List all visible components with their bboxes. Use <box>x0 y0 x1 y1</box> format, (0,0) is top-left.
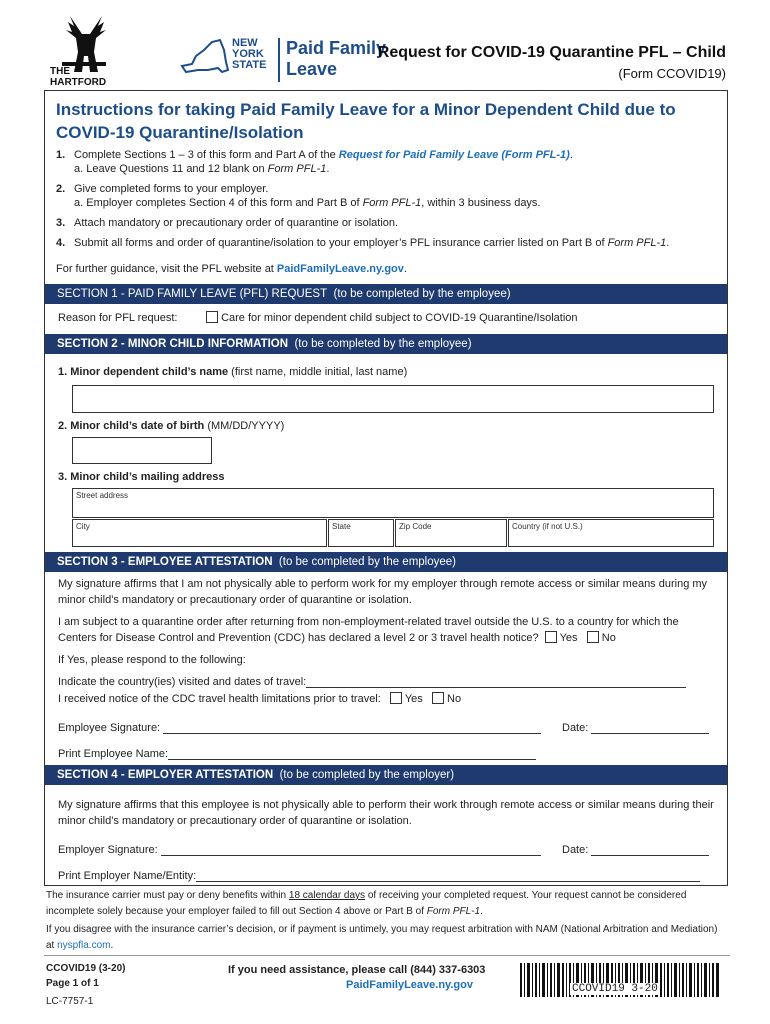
carrier-notice-post: . <box>480 906 483 917</box>
employee-print-name-row <box>58 748 536 760</box>
child-name-label-rest: (first name, middle initial, last name) <box>228 366 408 378</box>
countries-label: Indicate the country(ies) visited and dates of travel: <box>58 676 307 688</box>
employer-signature-label: Employer Signature: <box>58 844 158 856</box>
employer-print-name-label: Print Employer Name/Entity: <box>58 870 197 882</box>
form-title: Request for COVID-19 Quarantine PFL – Child <box>377 44 726 61</box>
instruction-subtext: . <box>326 163 330 175</box>
country-label: Country (if not U.S.) <box>512 522 583 531</box>
employee-date-label: Date: <box>562 722 589 734</box>
if-yes-text: If Yes, please respond to the following: <box>58 654 246 666</box>
page-number: Page 1 of 1 <box>46 978 99 989</box>
form-ref: Form PFL-1 <box>267 163 327 175</box>
hartford-the: THE <box>50 66 70 77</box>
reason-option-label: Care for minor dependent child subject to COVID-19 Quarantine/Isolation <box>221 312 578 324</box>
carrier-notice-pre: The insurance carrier must pay or deny benefits within <box>46 890 289 901</box>
instructions-title: Instructions for taking Paid Family Leave for a Minor Dependent Child due to COVID-19 Quarantine/Isolation <box>56 100 676 142</box>
cdc-no-checkbox[interactable] <box>432 692 444 704</box>
travel-yes-checkbox[interactable] <box>545 631 557 643</box>
nam-link[interactable]: nyspfla.com <box>57 940 111 951</box>
employee-attestation-text: My signature affirms that I am not physically able to perform work for my employer through remote access or similar means during my minor child’s mandatory or precautionary order of quarantine or isolation. <box>58 578 708 606</box>
child-address-label: 3. Minor child’s mailing address <box>58 471 225 483</box>
countries-row <box>58 676 686 688</box>
carrier-notice-days: 18 calendar days <box>288 890 366 901</box>
arbitration-notice-post: . <box>110 940 114 951</box>
carrier-notice-mid: of receiving your completed request. Your request cannot be considered incomplete solely because your employer failed to fill out Section 4 above or Part B of <box>46 890 687 917</box>
section1-note: (to be completed by the employee) <box>333 288 511 300</box>
state-label: State <box>332 522 351 531</box>
instruction-text: Complete Sections 1 – 3 of this form and Part A of the <box>74 149 339 161</box>
ny-york: YORK <box>232 48 264 60</box>
instruction-text: Attach mandatory or precautionary order of quarantine or isolation. <box>74 217 399 229</box>
arbitration-notice <box>46 922 726 954</box>
countries-line-field[interactable] <box>306 677 686 688</box>
instruction-item <box>56 236 721 250</box>
instruction-item <box>56 216 721 230</box>
employer-print-name-row <box>58 870 700 882</box>
footer-divider <box>44 955 730 956</box>
employer-signature-field[interactable] <box>161 845 541 856</box>
section3-note: (to be completed by the employee) <box>278 556 456 568</box>
section4-note: (to be completed by the employer) <box>279 769 455 781</box>
form-ref: Form PFL-1 <box>607 237 667 249</box>
section3-title: SECTION 3 - EMPLOYEE ATTESTATION <box>57 556 273 568</box>
employee-print-name-field[interactable] <box>168 749 536 760</box>
instructions-list <box>56 148 721 256</box>
guidance-text <box>56 263 407 275</box>
cdc-yes-checkbox[interactable] <box>390 692 402 704</box>
instruction-subtext: a. Leave Questions 11 and 12 blank on <box>74 163 268 175</box>
instruction-number: 4. <box>56 237 66 249</box>
pfl-website-link[interactable]: PaidFamilyLeave.ny.gov <box>276 263 404 275</box>
footer-website-link[interactable]: PaidFamilyLeave.ny.gov <box>346 979 473 991</box>
instruction-number: 2. <box>56 183 66 195</box>
travel-no-label: No <box>601 632 616 644</box>
employee-print-name-label: Print Employee Name: <box>58 748 169 760</box>
reason-label: Reason for PFL request: <box>58 312 178 324</box>
logo-divider <box>278 38 280 82</box>
zip-label: Zip Code <box>399 522 432 531</box>
section2-header <box>45 334 727 354</box>
reason-option <box>206 311 578 324</box>
child-name-label-bold: 1. Minor dependent child’s name <box>58 366 229 378</box>
child-name-field[interactable] <box>72 385 714 413</box>
instruction-text: Submit all forms and order of quarantine/isolation to your employer’s PFL insurance carrier listed on Part B of <box>74 237 608 249</box>
street-address-label: Street address <box>76 491 129 500</box>
employer-date-row <box>562 844 709 856</box>
travel-no-checkbox[interactable] <box>587 631 599 643</box>
section2-title: SECTION 2 - MINOR CHILD INFORMATION <box>57 338 289 350</box>
employer-signature-row <box>58 844 541 856</box>
pfl1-form-link[interactable]: Request for Paid Family Leave (Form PFL-1) <box>338 149 570 161</box>
section4-title: SECTION 4 - EMPLOYER ATTESTATION <box>57 769 274 781</box>
form-ref: Form PFL-1 <box>426 906 481 917</box>
child-name-label <box>58 366 407 378</box>
ny-state-text <box>232 38 266 71</box>
hartford-name: HARTFORD <box>50 77 107 88</box>
employee-date-row <box>562 722 709 734</box>
travel-question <box>58 614 718 646</box>
lc-code: LC-7757-1 <box>46 996 94 1007</box>
child-dob-field[interactable] <box>72 437 212 464</box>
cdc-notice-row <box>58 692 461 705</box>
cdc-yes-label: Yes <box>404 693 423 705</box>
section2-note: (to be completed by the employee) <box>294 338 472 350</box>
form-header <box>0 0 770 95</box>
ny-new: NEW <box>232 37 258 49</box>
employer-date-field[interactable] <box>591 845 709 856</box>
form-subtitle: (Form CCOVID19) <box>618 66 726 81</box>
travel-question-text: I am subject to a quarantine order after returning from non-employment-related travel outside the U.S. to a country for which the Centers for Disease Control and Prevention (CDC) has declared a level 2 or 3 travel health notice? <box>58 616 679 644</box>
barcode-text: CCOVID19 3-20 <box>572 983 658 995</box>
hartford-logo-text <box>50 66 106 88</box>
instruction-number: 1. <box>56 149 66 161</box>
guidance-label: For further guidance, visit the PFL website at <box>56 263 277 275</box>
ny-state: STATE <box>232 59 267 71</box>
assistance-text: If you need assistance, please call (844) 337-6303 <box>228 964 486 976</box>
employer-print-name-field[interactable] <box>196 871 700 882</box>
city-label: City <box>76 522 90 531</box>
employee-signature-row <box>58 722 541 734</box>
employer-date-label: Date: <box>562 844 589 856</box>
employer-attestation-text: My signature affirms that this employee is not physically able to perform their work through remote access or similar means during their minor child’s mandatory or precautionary order of quarantine or isolation. <box>58 799 714 827</box>
city-field[interactable] <box>72 519 327 547</box>
employee-date-field[interactable] <box>591 723 709 734</box>
cdc-notice-label: I received notice of the CDC travel health limitations prior to travel: <box>58 693 381 705</box>
child-dob-label <box>58 420 284 432</box>
cdc-no-label: No <box>447 693 462 705</box>
instruction-item <box>56 182 721 210</box>
instruction-subtext: a. Employer completes Section 4 of this form and Part B of <box>74 197 363 209</box>
street-address-field[interactable] <box>72 488 714 518</box>
reason-checkbox[interactable] <box>206 311 218 323</box>
pfl-logo-line2: Leave <box>286 59 338 79</box>
form-code: CCOVID19 (3-20) <box>46 963 126 974</box>
section1-header <box>45 284 727 304</box>
form-ref: Form PFL-1 <box>362 197 422 209</box>
pfl-logo-text <box>286 38 386 80</box>
carrier-notice <box>46 888 726 920</box>
arbitration-notice-pre: If you disagree with the insurance carrier’s decision, or if payment is untimely, you may request arbitration with NAM (National Arbitration and Mediation) at <box>46 924 718 951</box>
pfl-logo-line1: Paid Family <box>286 38 387 58</box>
section3-header <box>45 552 727 572</box>
child-dob-label-rest: (MM/DD/YYYY) <box>204 420 285 432</box>
employee-signature-label: Employee Signature: <box>58 722 161 734</box>
section4-header <box>45 765 727 785</box>
instruction-text: Give completed forms to your employer. <box>74 183 269 195</box>
employee-signature-field[interactable] <box>163 723 541 734</box>
instruction-text: . <box>666 237 670 249</box>
ny-state-map-icon <box>178 36 232 80</box>
instruction-text: . <box>569 149 573 161</box>
guidance-period: . <box>403 263 407 275</box>
instruction-subtext: , within 3 business days. <box>421 197 541 209</box>
instruction-item <box>56 148 721 176</box>
section1-title: SECTION 1 - PAID FAMILY LEAVE (PFL) REQUEST <box>57 288 328 300</box>
travel-yes-label: Yes <box>559 632 578 644</box>
child-dob-label-bold: 2. Minor child’s date of birth <box>58 420 205 432</box>
instruction-number: 3. <box>56 217 66 229</box>
